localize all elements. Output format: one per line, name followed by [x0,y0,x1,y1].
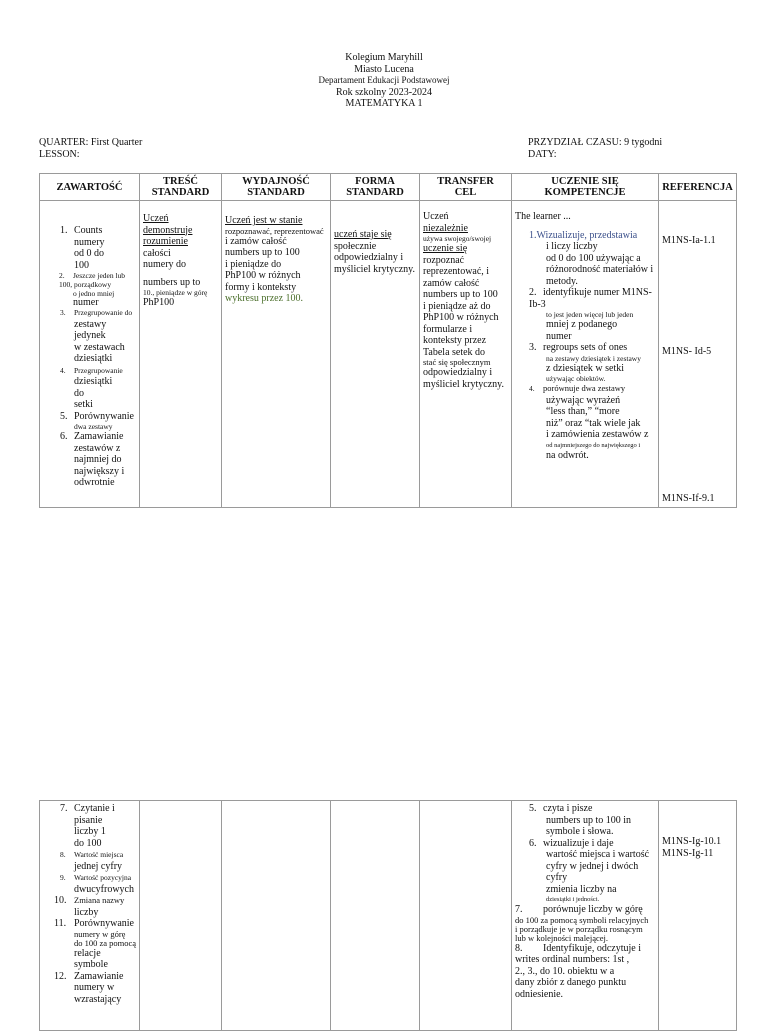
content-standard-cell [140,801,222,1031]
references-cell [659,801,737,1031]
list-item: 8. Wartość miejsca jednej cyfry [60,850,124,872]
list-item: 5. Porównywanie dwa zestawy [60,410,134,431]
competencies-cell [512,801,659,1031]
list-item: 6. wizualizuje i daje wartość miejsca i wartość cyfry w jednej i dwóch cyfry zmienia liczby na dziesiątki i jedności. [529,837,650,903]
performance-standard-cell: Uczeń jest w stanie rozpoznawać, reprezentować i zamów całość numbers up to 100 i pieniądze do PhP100 w różnych formy i konteksty wykresu przez 100. [222,201,331,508]
list-item: 10. Zmiana nazwy liczby [54,895,125,918]
column-header: REFERENCJA [659,174,737,201]
list-item: 1.Wizualizuje, przedstawia i liczy liczby od 0 do 100 używając a różnorodność materiałów i metody. [529,229,654,287]
subject-title: MATEMATYKA 1 [345,98,423,109]
column-header: WYDAJNOŚĆ STANDARD [222,174,331,201]
department-name: Departament Edukacji Podstawowej [318,75,450,85]
table-row [40,201,737,508]
list-item: 3. regroups sets of ones na zestawy dziesiątek i zestawy z dziesiątek w setki używając obiektów. [529,342,641,383]
performance-standard-cell [222,801,331,1031]
references-cell [659,201,737,508]
list-item: 1. Counts numery od 0 do 100 [60,225,105,271]
content-cell [40,801,140,1031]
form-standard-cell [331,801,420,1031]
list-item: 11. Porównywanie numery w górę do 100 za pomocą relacje symbole [54,918,137,970]
list-item: 12. Zamawianie numery w wzrastający [54,970,124,1005]
list-item: 2. Jeszcze jeden lub 100, porządkowy o jedno mniej numer [59,271,126,308]
table-row [40,801,737,1031]
transfer-goal-cell [420,801,512,1031]
list-item: 8. Identyfikuje, odczytuje i writes ordinal numbers: 1st , 2., 3., do 10. obiektu w a dany zbiór z danego punktu odniesienie. [515,942,642,1000]
city-name: Miasto Lucena [354,63,414,75]
list-item: 4. Przegrupowanie dziesiątki do setki [60,365,123,410]
list-item: 4. porównuje dwa zestawy używając wyrażeń “less than,” “more niż” oraz “tak wiele jak i zamówienia zestawów z od najmniejszego do największego i na odwrót. [529,383,649,461]
list-item: 2. identyfikuje numer M1NS-Ib-3 to jest jeden więcej lub jeden mniej z podanego numer [529,287,652,342]
curriculum-table-page1 [39,173,737,508]
reference-code: M1NS-Ig-11 [662,847,714,859]
list-item: 7. porównuje liczby w górę do 100 za pomocą symboli relacyjnych i porządkuje je w porządku rosnącym lub w kolejności malejącej. [515,904,649,943]
list-item: 9. Wartość pozycyjna dwucyfrowych [60,873,134,895]
school-name: Kolegium Maryhill [345,52,423,63]
lesson-label: LESSON: [39,149,80,160]
list-item: 3. Przegrupowanie do zestawy jedynek w zestawach dziesiątki [60,308,133,364]
column-header: ZAWARTOŚĆ [40,174,140,201]
column-header: UCZENIE SIĘ KOMPETENCJE [512,174,659,201]
list-item: 7. Czytanie i pisanie liczby 1 do 100 [60,803,115,849]
reference-code: M1NS- Id-5 [662,346,712,357]
quarter-label: QUARTER: First Quarter [39,137,143,148]
transfer-goal-cell: Uczeń niezależnie używa swojego/swojej uczenie się rozpoznać reprezentować, i zamów całość numbers up to 100 i pieniądze aż do PhP100 w różnych formularze i konteksty przez Tabela setek do stać się społecznym odpowiedzialny i myśliciel krytyczny. [420,201,512,508]
time-allotment-label: PRZYDZIAŁ CZASU: 9 tygodni [528,137,663,148]
table-header-row [40,174,737,201]
column-header: TRANSFER CEL [420,174,512,201]
dates-label: DATY: [528,149,557,160]
competencies-cell: The learner ... 1.Wizualizuje, przedstawia i liczy liczby od 0 do 100 używając a różnorodność materiałów i metody. 2. identyfikuje numer M1NS-Ib-3 to jest jeden więcej lub jeden mniej z podanego numer 3. regroups sets of ones na zestawy dziesiątek i zestawy z dziesiątek w setki używając obiektów. 4. porównuje dwa zestawy używając wyrażeń “less than,” “more niż” oraz “tak wiele jak i zamówienia zestawów z od najmniejszego do największego i na odwrót. [512,201,659,508]
reference-code: M1NS-Ia-1.1 [662,235,716,246]
list-item: 5. czyta i pisze numbers up to 100 in symbole i słowa. [529,803,631,837]
curriculum-table-page2 [39,800,737,1031]
column-header: FORMA STANDARD [331,174,420,201]
document-header [0,52,768,110]
meta-right [528,137,662,161]
reference-code: M1NS-If-9.1 [662,493,715,504]
meta-left [39,137,142,161]
form-standard-cell: uczeń staje się społecznie odpowiedzialny i myśliciel krytyczny. [331,201,420,508]
school-year: Rok szkolny 2023-2024 [335,86,433,98]
content-cell [40,201,140,508]
column-header: TREŚĆ STANDARD [140,174,222,201]
reference-code: M1NS-Ig-10.1 [662,836,722,847]
content-standard-cell: Uczeń demonstruje rozumienie całości numery do numbers up to 10., pieniądze w górę PhP100 [140,201,222,508]
list-item: 6. Zamawianie zestawów z najmniej do największy i odwrotnie [60,431,125,488]
